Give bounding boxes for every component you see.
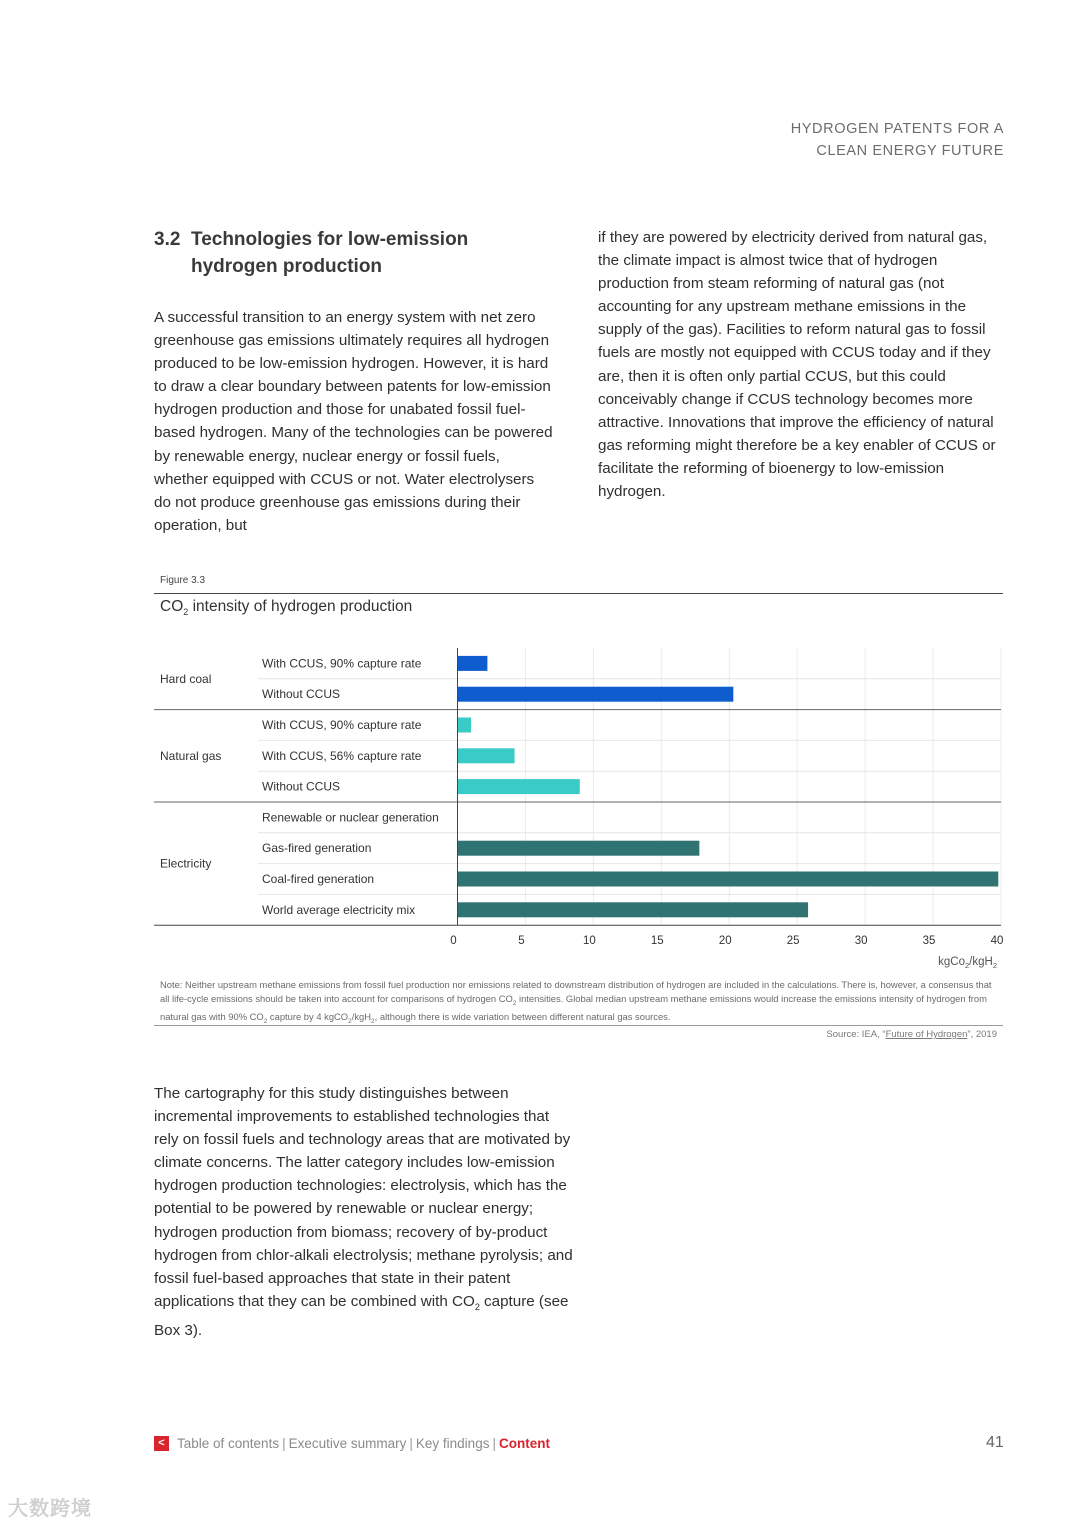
x-tick-label: 40: [990, 935, 1004, 948]
running-header-line-2: CLEAN ENERGY FUTURE: [816, 143, 1004, 159]
note-subscript: 2: [371, 1018, 375, 1026]
bar: [458, 656, 488, 671]
bar: [458, 687, 734, 702]
section-title: Technologies for low-emission hydrogen production: [191, 229, 469, 277]
row-label: World average electricity mix: [262, 902, 416, 917]
source-prefix: Source: IEA, “: [826, 1029, 886, 1040]
note-subscript: 2: [512, 999, 517, 1007]
nav-link-key-findings[interactable]: Key findings: [415, 1436, 490, 1451]
figure-label: Figure 3.3: [160, 575, 206, 586]
bar: [458, 872, 999, 887]
watermark-logo: 大数跨境: [8, 1498, 92, 1520]
figure-title-subscript: 2: [183, 607, 189, 618]
x-tick-label: 20: [718, 935, 732, 948]
nav-separator: |: [282, 1436, 286, 1451]
row-label: Without CCUS: [262, 687, 341, 702]
paragraph-lower-end: capture (see Box 3).: [154, 1292, 569, 1339]
nav-separator: |: [409, 1436, 413, 1451]
note-bottom-rule: [154, 1025, 1003, 1026]
paragraph-lower-text: The cartography for this study distinguishes between incremental improvements to established technologies that rely on fossil fuels and technology areas that are motivated by climate concerns. The latter category includes low-emission hydrogen production technologies: electrolysis, which has the potential to be powered by renewable or nuclear energy; hydrogen production from biomass; recovery of by-product hydrogen from chlor-alkali electrolysis; methane pyrolysis; and fossil fuel-based approaches that state in their patent applications that they can be combined with CO: [154, 1085, 573, 1310]
back-arrow-icon[interactable]: <: [154, 1436, 169, 1451]
nav-separator: |: [492, 1436, 496, 1451]
figure-title-rest: intensity of hydrogen production: [188, 598, 413, 615]
row-label: With CCUS, 90% capture rate: [262, 718, 422, 732]
paragraph-left: A successful transition to an energy system with net zero greenhouse gas emissions ultimately requires all hydrogen produced to be low-emission hydrogen. However, it is hard to draw a clear boundary between patents for low-emission hydrogen production and those for unabated fossil fuel-based hydrogen. Many of the technologies can be powered by renewable energy, nuclear energy or fossil fuels, whether equipped with CCUS or not. Water electrolysers do not produce greenhouse gas emissions during their operation, but: [154, 309, 553, 534]
x-tick-label: 30: [854, 935, 868, 948]
bar: [458, 748, 515, 763]
page-number: 41: [986, 1434, 1004, 1451]
section-number: 3.2: [154, 229, 181, 250]
nav-link-table-of-contents[interactable]: Table of contents: [177, 1436, 280, 1451]
row-label: Coal-fired generation: [262, 872, 375, 886]
note-part: capture by 4 kgCO: [267, 1011, 349, 1023]
group-label: Electricity: [160, 856, 212, 871]
note-part: , although there is wide variation between different natural gas sources.: [374, 1011, 671, 1023]
bar: [458, 779, 580, 794]
row-label: Renewable or nuclear generation: [262, 810, 439, 825]
note-part: Note: Neither upstream methane emissions from fossil fuel production nor emissions related to downstream distribution of hydrogen are included in the calculations. There is, however, a consensus that all life-cycle emissions should be taken into account for comparisons of hydrogen CO: [160, 979, 992, 1004]
row-label: With CCUS, 56% capture rate: [262, 748, 422, 763]
row-label: With CCUS, 90% capture rate: [262, 656, 422, 671]
group-label: Natural gas: [160, 748, 222, 763]
row-label: Without CCUS: [262, 779, 341, 794]
chart-note: [160, 978, 1000, 1029]
note-part: intensities. Global median upstream methane emissions would increase the emissions intensity of hydrogen from natural gas with 90% CO: [160, 992, 987, 1023]
row-label: Gas-fired generation: [262, 841, 372, 856]
lower-column: [154, 1082, 574, 1342]
footer-nav: [154, 1436, 550, 1451]
x-axis-label: kgCo$_2$/kgH$_2$: [938, 956, 997, 971]
paragraph-right: if they are powered by electricity derived from natural gas, the climate impact is almost twice that of hydrogen production from steam reforming of natural gas (not accounting for any upstream methane emissions in the supply of the gas). Facilities to reform natural gas to fossil fuels are mostly not equipped with CCUS today and if they are, then it is often only partial CCUS, but this could conceivably change if CCUS technology becomes more attractive. Innovations that improve the efficiency of natural gas reforming might therefore be a key enabler of CCUS or facilitate the reforming of bioenergy to low-emission hydrogen.: [598, 229, 996, 501]
paragraph-lower: [154, 1082, 574, 1342]
x-tick-label: 10: [582, 935, 596, 948]
bar: [458, 718, 472, 733]
x-tick-label: 35: [922, 935, 936, 948]
x-tick-label: 5: [518, 935, 525, 948]
running-header-line-1: HYDROGEN PATENTS FOR A: [790, 121, 1004, 137]
note-part: /kgH: [351, 1011, 372, 1023]
figure-source: [826, 1029, 997, 1040]
x-tick-label: 25: [786, 935, 800, 948]
note-subscript: 2: [263, 1018, 268, 1026]
figure-title-co: CO: [160, 598, 184, 615]
paragraph-lower-subscript: 2: [474, 1301, 480, 1312]
nav-link-executive-summary[interactable]: Executive summary: [288, 1436, 407, 1451]
x-tick-label: 15: [650, 935, 664, 948]
nav-link-content[interactable]: Content: [498, 1436, 550, 1451]
x-tick-label: 0: [450, 935, 457, 948]
group-label: Hard coal: [160, 671, 212, 686]
source-link[interactable]: Future of Hydrogen: [885, 1029, 968, 1040]
bar: [458, 841, 700, 856]
source-suffix: ”, 2019: [967, 1029, 997, 1040]
note-subscript: 2: [348, 1018, 352, 1026]
bar: [458, 902, 809, 917]
